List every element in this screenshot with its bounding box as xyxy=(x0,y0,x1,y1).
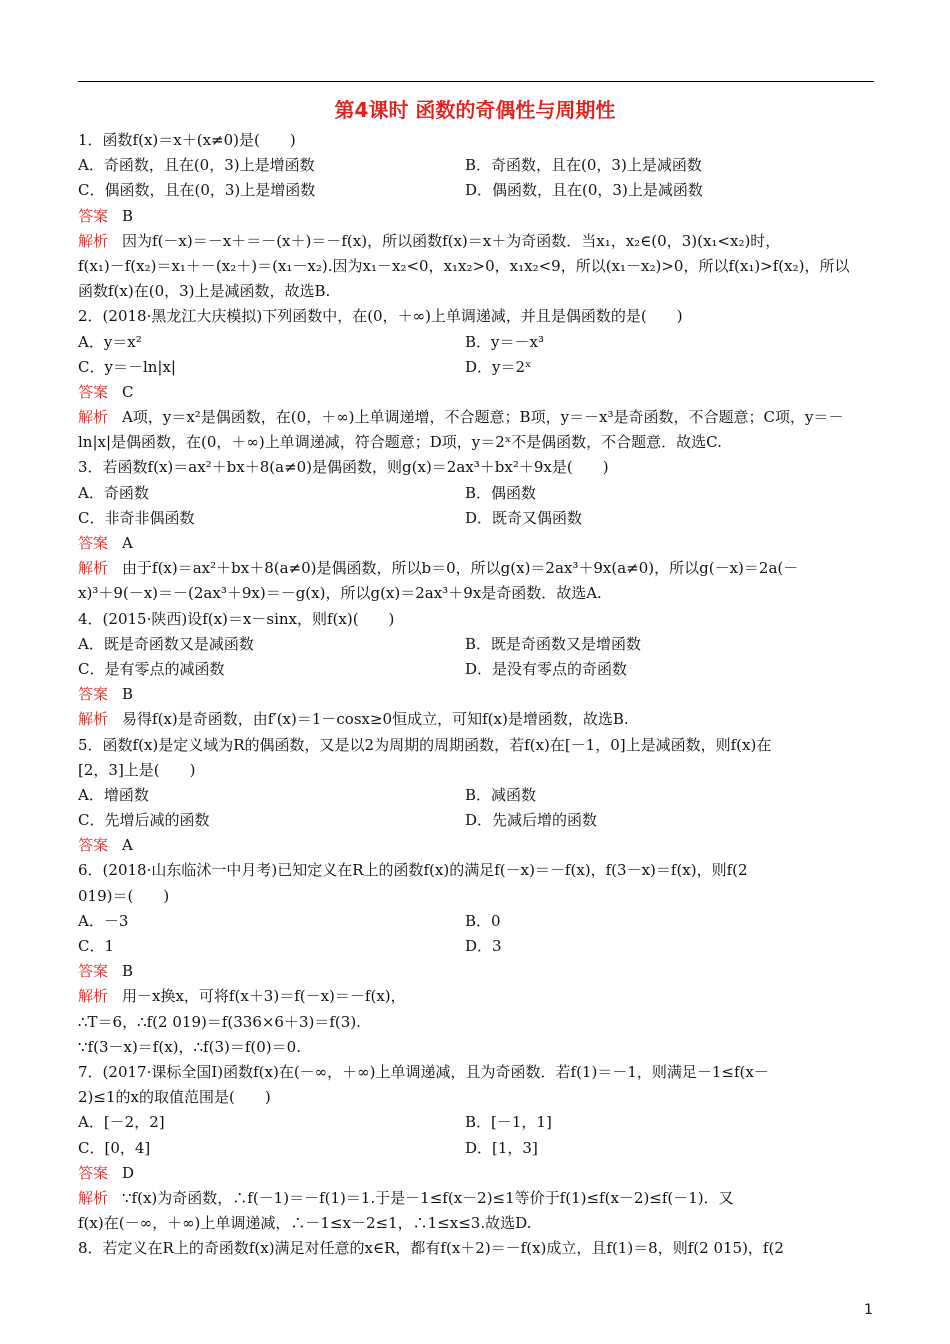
answer-label: 答案 xyxy=(78,1163,109,1182)
q6-analysis-line1 xyxy=(78,984,876,1009)
q6-option-b: B．0 xyxy=(465,911,501,930)
q3-options-cd xyxy=(78,506,876,531)
answer-label: 答案 xyxy=(78,685,109,704)
analysis-label: 解析 xyxy=(78,710,109,729)
q2-answer xyxy=(78,380,876,405)
q3-analysis-text1: 由于f(x)＝ax²＋bx＋8(a≠0)是偶函数，所以b＝0，所以g(x)＝2ax³＋9x(a≠0)，所以g(－x)＝2a(－ xyxy=(122,559,799,578)
answer-label: 答案 xyxy=(78,534,109,552)
q3-analysis-line1 xyxy=(78,556,876,581)
q1-stem: 1．函数f(x)＝x＋(x≠0)是( ) xyxy=(78,131,296,149)
q4-options-ab xyxy=(78,632,876,657)
answer-label: 答案 xyxy=(78,962,109,981)
q7-options-cd xyxy=(78,1136,876,1161)
q2-analysis-line2: ln|x|是偶函数，在(0，＋∞)上单调递减，符合题意；D项，y＝2ˣ不是偶函数，不合题意．故选C. xyxy=(78,433,722,452)
q7-option-c: C．[0，4] xyxy=(78,1138,151,1157)
q4-option-b: B．既是奇函数又是增函数 xyxy=(465,634,642,653)
q7-analysis-line1 xyxy=(78,1186,876,1211)
answer-label: 答案 xyxy=(78,206,109,225)
q1-answer xyxy=(78,204,876,229)
analysis-label: 解析 xyxy=(78,1188,109,1207)
q7-analysis-text1: ∵f(x)为奇函数，∴f(－1)＝－f(1)＝1.于是－1≤f(x－2)≤1等价于f(1)≤f(x－2)≤f(－1)．又 xyxy=(122,1188,734,1207)
q1-analysis-line1 xyxy=(78,229,876,254)
q1-option-c: C．偶函数，且在(0，3)上是增函数 xyxy=(78,181,316,200)
q3-options-ab xyxy=(78,481,876,506)
q2-answer-value: C xyxy=(122,382,134,401)
q3-analysis-line2: x)³＋9(－x)＝－(2ax³＋9x)＝－g(x)，所以g(x)＝2ax³＋9x是奇函数．故选A. xyxy=(78,584,602,603)
q7-analysis-line2: f(x)在(－∞，＋∞)上单调递减，∴－1≤x－2≤1，∴1≤x≤3.故选D. xyxy=(78,1214,532,1233)
q3-option-d: D．既奇又偶函数 xyxy=(465,508,583,527)
q3-option-b: B．偶函数 xyxy=(465,483,537,502)
q6-answer xyxy=(78,959,876,984)
q6-options-ab xyxy=(78,909,876,934)
q7-options-ab xyxy=(78,1110,876,1135)
answer-label: 答案 xyxy=(78,382,109,401)
q4-option-d: D．是没有零点的奇函数 xyxy=(465,659,628,678)
q5-answer-value: A xyxy=(122,836,133,855)
analysis-label: 解析 xyxy=(78,987,109,1006)
q5-answer xyxy=(78,833,876,858)
q1-answer-value: B xyxy=(122,206,134,225)
q6-analysis-line3: ∵f(3－x)＝f(x)，∴f(3)＝f(0)＝0. xyxy=(78,1037,301,1056)
q2-stem: 2．(2018·黑龙江大庆模拟)下列函数中，在(0，＋∞)上单调递减，并且是偶函数的是( ) xyxy=(78,307,683,326)
q2-option-c: C．y＝－ln|x| xyxy=(78,357,176,376)
q1-option-a: A．奇函数，且在(0，3)上是增函数 xyxy=(78,156,315,175)
q2-analysis-text1: A项，y＝x²是偶函数，在(0，＋∞)上单调递增，不合题意；B项，y＝－x³是奇函数，不合题意；C项，y＝－ xyxy=(122,408,844,427)
q3-stem: 3．若函数f(x)＝ax²＋bx＋8(a≠0)是偶函数，则g(x)＝2ax³＋bx²＋9x是( ) xyxy=(78,458,609,477)
q1-option-b: B．奇函数，且在(0，3)上是减函数 xyxy=(465,156,702,175)
header-rule xyxy=(78,81,874,82)
q4-option-a: A．既是奇函数又是减函数 xyxy=(78,634,254,653)
q1-analysis-line2: f(x₁)－f(x₂)＝x₁＋－(x₂＋)＝(x₁－x₂).因为x₁－x₂<0，x₁x₂>0，x₁x₂<9，所以(x₁－x₂)>0，所以f(x₁)>f(x₂)，所以 xyxy=(78,256,850,275)
q6-option-d: D．3 xyxy=(465,937,502,955)
q4-answer-value: B xyxy=(122,685,134,704)
q3-answer xyxy=(78,531,876,556)
q1-option-d: D．偶函数，且在(0，3)上是减函数 xyxy=(465,181,703,200)
q6-option-c: C．1 xyxy=(78,937,115,955)
q5-options-ab xyxy=(78,783,876,808)
q7-option-a: A．[－2，2] xyxy=(78,1113,165,1132)
q2-analysis-line1 xyxy=(78,405,876,430)
q6-options-cd xyxy=(78,934,876,959)
q5-option-d: D．先减后增的函数 xyxy=(465,811,598,830)
q7-answer xyxy=(78,1161,876,1186)
q3-answer-value: A xyxy=(122,534,133,552)
q4-analysis-line1 xyxy=(78,707,876,732)
document-body xyxy=(78,128,876,1261)
q4-option-c: C．是有零点的减函数 xyxy=(78,659,225,678)
q5-option-c: C．先增后减的函数 xyxy=(78,811,210,830)
q4-answer xyxy=(78,682,876,707)
q6-option-a: A．－3 xyxy=(78,911,129,930)
q2-option-b: B．y＝－x³ xyxy=(465,332,544,351)
q1-analysis-text1: 因为f(－x)＝－x＋＝－(x＋)＝－f(x)，所以函数f(x)＝x＋为奇函数．当x₁，x₂∈(0，3)(x₁<x₂)时， xyxy=(122,231,781,250)
q2-option-a: A．y＝x² xyxy=(78,332,142,351)
q5-stem-line2: [2，3]上是( ) xyxy=(78,760,196,779)
q5-stem-line1: 5．函数f(x)是定义域为R的偶函数，又是以2为周期的周期函数，若f(x)在[－1，0]上是减函数，则f(x)在 xyxy=(78,735,772,754)
q5-option-a: A．增函数 xyxy=(78,785,149,804)
page-title: 第4课时 函数的奇偶性与周期性 xyxy=(334,98,616,122)
page-number: 1 xyxy=(864,1302,873,1318)
q4-options-cd xyxy=(78,657,876,682)
analysis-label: 解析 xyxy=(78,408,109,427)
q5-option-b: B．减函数 xyxy=(465,785,537,804)
q7-stem-line2: 2)≤1的x的取值范围是( ) xyxy=(78,1088,271,1107)
answer-label: 答案 xyxy=(78,836,109,855)
q1-analysis-line3: 函数f(x)在(0，3)上是减函数，故选B. xyxy=(78,282,331,301)
q6-answer-value: B xyxy=(122,962,134,981)
q6-stem-line2: 019)＝( ) xyxy=(78,886,170,905)
q7-stem-line1: 7．(2017·课标全国Ⅰ)函数f(x)在(－∞，＋∞)上单调递减，且为奇函数．若f(1)＝－1，则满足－1≤f(x－ xyxy=(78,1062,769,1081)
q6-stem-line1: 6．(2018·山东临沭一中月考)已知定义在R上的函数f(x)的满足f(－x)＝－f(x)，f(3－x)＝f(x)，则f(2 xyxy=(78,861,748,880)
q4-analysis-text1: 易得f(x)是奇函数，由f′(x)＝1－cosx≥0恒成立，可知f(x)是增函数，故选B. xyxy=(122,710,629,729)
q7-option-b: B．[－1，1] xyxy=(465,1113,552,1132)
q4-stem: 4．(2015·陕西)设f(x)＝x－sinx，则f(x)( ) xyxy=(78,609,395,628)
q2-option-d: D．y＝2ˣ xyxy=(465,357,532,376)
q3-option-a: A．奇函数 xyxy=(78,483,149,502)
q6-analysis-line2: ∴T＝6，∴f(2 019)＝f(336×6＋3)＝f(3). xyxy=(78,1012,361,1031)
q1-options-ab xyxy=(78,153,876,178)
q6-analysis-text1: 用－x换x，可将f(x＋3)＝f(－x)＝－f(x)， xyxy=(122,987,406,1006)
q5-options-cd xyxy=(78,808,876,833)
analysis-label: 解析 xyxy=(78,231,109,250)
q2-options-ab xyxy=(78,330,876,355)
q8-stem-line1: 8．若定义在R上的奇函数f(x)满足对任意的x∈R，都有f(x＋2)＝－f(x)成立，且f(1)＝8，则f(2 015)，f(2 xyxy=(78,1239,784,1258)
q1-options-cd xyxy=(78,178,876,203)
q2-options-cd xyxy=(78,355,876,380)
q3-option-c: C．非奇非偶函数 xyxy=(78,508,195,527)
analysis-label: 解析 xyxy=(78,559,109,578)
q7-answer-value: D xyxy=(122,1163,135,1182)
q7-option-d: D．[1，3] xyxy=(465,1138,538,1157)
